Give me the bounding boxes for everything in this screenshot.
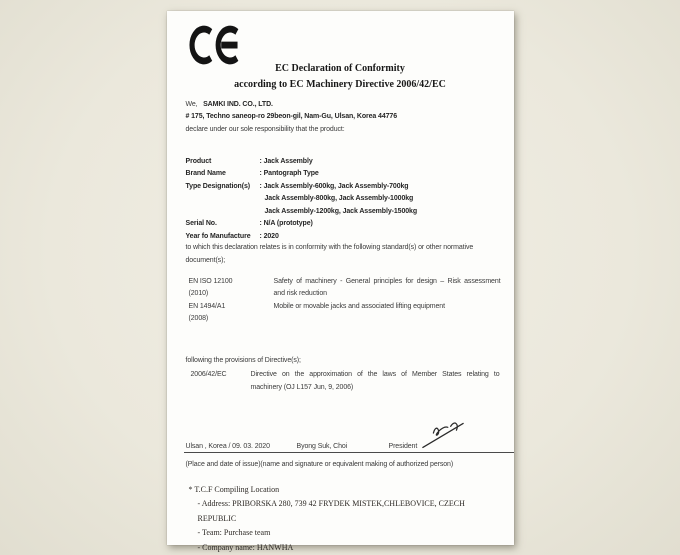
field-label: Type Designation(s) [185, 182, 250, 190]
tcf-address: - Address: PRIBORSKA 280, 739 42 FRYDEK MISTEK,CHLEBOVICE, CZECH REPUBLIC [197, 499, 465, 523]
signature-rule [184, 452, 514, 453]
field-value: Jack Assembly-800kg, Jack Assembly-1000kg [264, 195, 414, 202]
field-value: : Pantograph Type [259, 170, 319, 177]
directive-code: 2006/42/EC [190, 370, 227, 378]
tcf-team: - Team: Purchase team [197, 528, 271, 537]
field-label: Year fo Manufacture [185, 232, 251, 240]
certificate-page [167, 11, 514, 552]
conformity-line-2: document(s); [185, 256, 226, 264]
product-details [186, 156, 501, 244]
field-label [186, 193, 260, 206]
product-row [186, 168, 501, 181]
document-title [167, 61, 514, 93]
directive-row [191, 368, 501, 381]
standard-year: (2010) [188, 290, 209, 297]
product-row [186, 218, 501, 231]
signature-caption: (Place and date of issue)(name and signature or equivalent making of authorized person) [185, 460, 454, 468]
field-value: : N/A (prototype) [259, 220, 313, 227]
field-label: Brand Name [185, 170, 226, 177]
product-row [186, 181, 501, 194]
directive-description: machinery (OJ L157 Jun, 9, 2006) [250, 383, 354, 391]
ce-mark-icon [189, 25, 245, 65]
conformity-line-1: to which this declaration relates is in conformity with the following standard(s) or other normative [185, 243, 474, 251]
standards-list [189, 276, 504, 326]
standard-description [274, 313, 501, 326]
product-row [186, 193, 501, 206]
directives-list [191, 368, 501, 394]
directive-description: Directive on the approximation of the laws of Member States relating to [250, 370, 500, 378]
signature-mark [419, 416, 467, 452]
company-name: SAMKI IND. CO., LTD. [203, 100, 273, 108]
signer-name: Byong Suk, Choi [296, 442, 348, 450]
tcf-compiling-location [189, 483, 504, 555]
signature-place-date: Ulsan , Korea / 09. 03. 2020 [185, 442, 270, 450]
field-label [186, 206, 260, 219]
directive-row [191, 381, 501, 394]
issuer-block [186, 99, 496, 137]
product-row [186, 156, 501, 169]
field-label: Product [185, 157, 212, 165]
field-value: Jack Assembly-1200kg, Jack Assembly-1500kg [264, 207, 417, 215]
standard-code: EN ISO 12100 [188, 277, 233, 285]
field-value: : Jack Assembly [259, 157, 313, 165]
conformity-statement [186, 241, 506, 267]
field-value: : Jack Assembly-600kg, Jack Assembly-700kg [259, 182, 409, 190]
product-row [186, 206, 501, 219]
signer-title: President [388, 442, 418, 450]
standard-year: (2008) [188, 315, 209, 322]
tcf-heading: * T.C.F Compiling Location [188, 484, 280, 494]
directives-intro: following the provisions of Directive(s); [185, 356, 301, 364]
issuer-company-line [186, 99, 496, 112]
company-address: # 175, Techno saneop-ro 29beon-gil, Nam-Gu, Ulsan, Korea 44776 [185, 113, 398, 120]
standard-description: and risk reduction [273, 290, 327, 297]
title-line-1: EC Declaration of Conformity [275, 62, 405, 74]
standard-row [189, 301, 504, 314]
tcf-company: - Company name: HANWHA [197, 542, 294, 552]
directive-code-spacer [191, 381, 251, 394]
standard-description: Safety of machinery - General principles for design – Risk assessment [273, 277, 501, 285]
standard-description: Mobile or movable jacks and associated lifting equipment [273, 302, 445, 310]
field-value: : 2020 [259, 232, 279, 240]
standard-row [189, 276, 504, 289]
standard-row [189, 288, 504, 301]
title-line-2: according to EC Machinery Directive 2006/42/EC [234, 78, 446, 90]
we-prefix: We, [185, 100, 198, 108]
field-label: Serial No. [185, 220, 217, 227]
standard-row [189, 313, 504, 326]
declaration-statement: declare under our sole responsibility that the product: [185, 125, 345, 133]
standard-code: EN 1494/A1 [188, 302, 226, 310]
